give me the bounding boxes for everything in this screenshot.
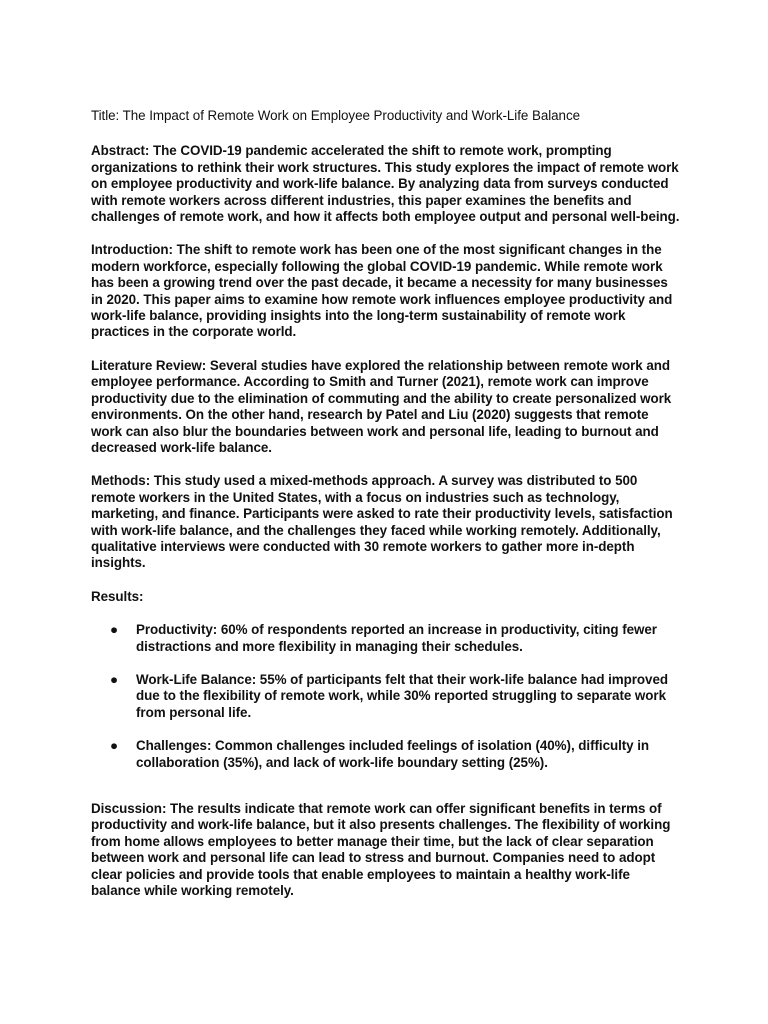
paper-title: Title: The Impact of Remote Work on Employee Productivity and Work-Life Balance (91, 108, 580, 123)
discussion-paragraph: Discussion: The results indicate that remote work can offer significant benefits in terms of productivity and work-life balance, but it also presents challenges. The flexibility of working from home allows employees to better manage their time, but the lack of clear separation between work and personal life can lead to stress and burnout. Companies need to adopt clear policies and provide tools that enable employees to maintain a healthy work-life balance while working remotely. (91, 801, 671, 899)
result-challenges: Challenges: Common challenges included feelings of isolation (40%), difficulty in collaboration (35%), and lack of work-life boundary setting (25%). (136, 738, 650, 770)
abstract-paragraph: Abstract: The COVID-19 pandemic accelerated the shift to remote work, prompting organizations to rethink their work structures. This study explores the impact of remote work on employee productivity and work-life balance. By analyzing data from surveys conducted with remote workers across different industries, this paper examines the benefits and challenges of remote work, and how it affects both employee output and personal well-being. (91, 143, 680, 225)
introduction-paragraph: Introduction: The shift to remote work has been one of the most significant changes in the modern workforce, especially following the global COVID-19 pandemic. While remote work has been a growing trend over the past decade, it became a necessity for many businesses in 2020. This paper aims to examine how remote work influences employee productivity and work-life balance, providing insights into the long-term sustainability of remote work practices in the corporate world. (91, 242, 673, 340)
list-item (91, 672, 681, 721)
bullet-icon: ● (110, 671, 119, 687)
bullet-icon: ● (110, 622, 119, 638)
document-page (91, 108, 681, 916)
bullet-icon: ● (110, 738, 119, 754)
result-productivity: Productivity: 60% of respondents reported an increase in productivity, citing fewer distractions and more flexibility in managing their schedules. (136, 622, 657, 654)
literature-review-paragraph: Literature Review: Several studies have explored the relationship between remote work and employee performance. According to Smith and Turner (2021), remote work can improve productivity due to the elimination of commuting and the ability to create personalized work environments. On the other hand, research by Patel and Liu (2020) suggests that remote work can also blur the boundaries between work and personal life, leading to burnout and decreased work-life balance. (91, 357, 672, 455)
list-item (91, 738, 681, 771)
results-list (91, 622, 681, 771)
list-item (91, 622, 681, 655)
results-heading: Results: (91, 588, 144, 604)
methods-paragraph: Methods: This study used a mixed-methods approach. A survey was distributed to 500 remote workers in the United States, with a focus on industries such as technology, marketing, and finance. Participants were asked to rate their productivity levels, satisfaction with work-life balance, and the challenges they faced while working remotely. Additionally, qualitative interviews were conducted with 30 remote workers to gather more in-depth insights. (91, 473, 673, 571)
result-work-life-balance: Work-Life Balance: 55% of participants felt that their work-life balance had improved due to the flexibility of remote work, while 30% reported struggling to separate work from personal life. (136, 671, 668, 720)
